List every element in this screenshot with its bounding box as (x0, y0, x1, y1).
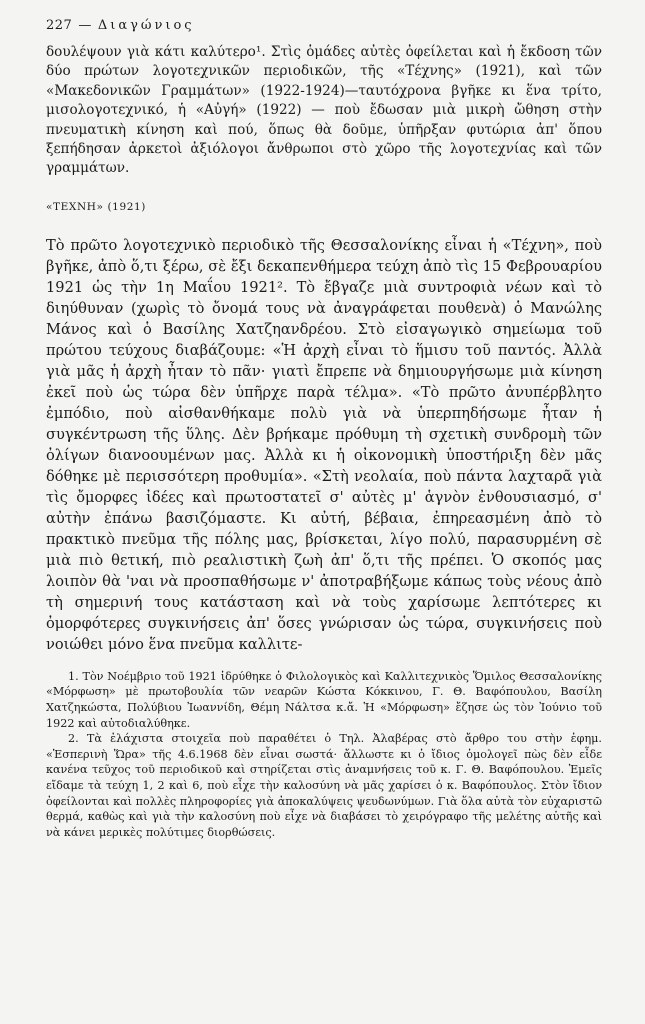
body-paragraph-techni: Τὸ πρῶτο λογοτεχνικὸ περιοδικὸ τῆς Θεσσαλονίκης εἶναι ἡ «Τέχνη», ποὺ βγῆκε, ἀπὸ ὅ,τι ξέρω, σὲ ἔξι δεκαπενθήμερα τεύχη ἀπὸ τὶς 15 Φεβρουαρίου 1921 ὡς τὴν 1η Μαΐου 1921². Τὸ ἔβγαζε μιὰ συντροφιὰ νέων καὶ τὸ διηύθυναν (χωρὶς τὸ ὄνομά τους νὰ ἀναγράφεται πουθενὰ) ὁ Μανώλης Μάνος καὶ ὁ Βασίλης Χατζηανδρέου. Στὸ εἰσαγωγικὸ σημείωμα τοῦ πρώτου τεύχους διαβάζουμε: «Ἡ ἀρχὴ εἶναι τὸ ἥμισυ τοῦ παντός. Ἀλλὰ γιὰ μᾶς ἡ ἀρχὴ ἦταν τὸ πᾶν· γιατὶ ἔπρεπε νὰ δημιουργήσωμε μιὰ κίνηση ἐκεῖ ποὺ ὡς τώρα δὲν ὑπῆρχε παρὰ τέλμα». «Τὸ πρῶτο ἀνυπέρβλητο ἐμπόδιο, ποὺ αἰσθανθήκαμε πολὺ γιὰ νὰ ὑπερπηδήσωμε ἦταν ἡ συγκέντρωση τῆς ὕλης. Δὲν βρήκαμε πρόθυμη τὴ σχετικὴ συνδρομὴ τῶν ὀλίγων διανοουμένων μας. Ἀλλὰ κι ἡ οἰκονομικὴ ὑποστήριξη δὲν μᾶς δόθηκε μὲ περισσότερη προθυμία». «Στὴ νεολαία, ποὺ πάντα λαχταρᾶ γιὰ τὶς ὄμορφες ἰδέες καὶ πρωτοστατεῖ σ' αὐτὲς μ' ἁγνὸν ἐνθουσιασμό, σ' αὐτὴν ἐπάνω βασιζόμαστε. Κι αὐτή, βέβαια, ἐπηρεασμένη ἀπὸ τὸ πρακτικὸ πνεῦμα τῆς πόλης μας, βρίσκεται, λίγο πολύ, παρασυρμένη σὲ μιὰ πιὸ θετική, πιὸ ρεαλιστικὴ ζωὴ ἀπ' ὅ,τι τῆς πρέπει. Ὁ σκοπός μας λοιπὸν θὰ 'ναι νὰ προσπαθήσωμε ν' ἀποτραβήξωμε κάπως τοὺς νέους ἀπὸ τὴ σημερινή τους κατάσταση καὶ νὰ τοὺς χαρίσωμε λεπτότερες κι ὀμορφότερες συγκινήσεις ἀπ' ὅσες γνώρισαν ὡς τώρα, συγκινήσεις ποὺ νοιώθει μόνο ἕνα πνεῦμα καλλιτε- (46, 236, 602, 653)
footnote-2: 2. Τὰ ἐλάχιστα στοιχεῖα ποὺ παραθέτει ὁ Τηλ. Ἀλαβέρας στὸ ἄρθρο του στὴν ἐφημ. «Ἑσπερινὴ Ὥρα» τῆς 4.6.1968 δὲν εἶναι σωστά· ἄλλωστε κι ὁ ἴδιος ὁμολογεῖ πὼς δὲν εἶδε κανένα τεῦχος τοῦ περιοδικοῦ καὶ στηρίζεται στὶς ἀναμνήσεις τοῦ κ. Γ. Θ. Βαφόπουλου. Ἐμεῖς εἴδαμε τὰ τεύχη 1, 2 καὶ 6, ποὺ εἶχε τὴν καλοσύνη νὰ μᾶς χαρίσει ὁ κ. Βαφόπουλος. Στὸν ἴδιον ὀφείλονται καὶ πολλὲς πληροφορίες γιὰ ἀποκαλύψεις ψευδωνύμων. Γιὰ ὅλα αὐτὰ τὸν εὐχαριστῶ θερμά, καθὼς καὶ γιὰ τὴν καλοσύνη ποὺ εἶχε νὰ διαβάσει τὸ χειρόγραφο τῆς μελέτης αὐτῆς καὶ νὰ κάνει μερικὲς πολύτιμες διορθώσεις. (46, 732, 602, 839)
header-separator: — (78, 18, 92, 33)
book-page (46, 18, 602, 840)
page-number: 227 (46, 18, 73, 33)
footnote-1: 1. Τὸν Νοέμβριο τοῦ 1921 ἱδρύθηκε ὁ Φιλολογικὸς καὶ Καλλιτεχνικὸς Ὅμιλος Θεσσαλονίκης «Μόρφωση» μὲ πρωτοβουλία τῶν νεαρῶν Κώστα Κόκκινου, Γ. Θ. Βαφόπουλου, Βασίλη Χατζηκώστα, Πολύβιου Ἰωαννίδη, Θέμη Νάλτσα κ.ἄ. Ἡ «Μόρφωση» ἔζησε ὡς τὸν Ἰούνιο τοῦ 1922 καὶ αὐτοδιαλύθηκε. (46, 669, 602, 730)
running-header (46, 18, 602, 33)
running-title: Διαγώνιος (97, 18, 195, 33)
section-heading: «ΤΕΧΝΗ» (1921) (46, 200, 146, 213)
footnotes (46, 669, 602, 841)
body-paragraph-continued: δουλέψουν γιὰ κάτι καλύτερο¹. Στὶς ὁμάδες αὐτὲς ὀφείλεται καὶ ἡ ἔκδοση τῶν δύο πρώτων λογοτεχνικῶν περιοδικῶν, τῆς «Τέχνης» (1921), καὶ τῶν «Μακεδονικῶν Γραμμάτων» (1922-1924)—ταυτόχρονα βγῆκε κι ἕνα τρίτο, μισολογοτεχνικό, ἡ «Αὐγή» (1922) — ποὺ ἔδωσαν μιὰ μικρὴ ὤθηση στὴν πνευματικὴ κίνηση καὶ πού, ὅπως θὰ δοῦμε, ὑπῆρξαν φυτώρια ἀπ' ὅπου ξεπήδησαν ἀρκετοὶ ἀξιόλογοι ἄνθρωποι στὸ χῶρο τῆς λογοτεχνίας καὶ τῶν γραμμάτων. (46, 44, 602, 177)
